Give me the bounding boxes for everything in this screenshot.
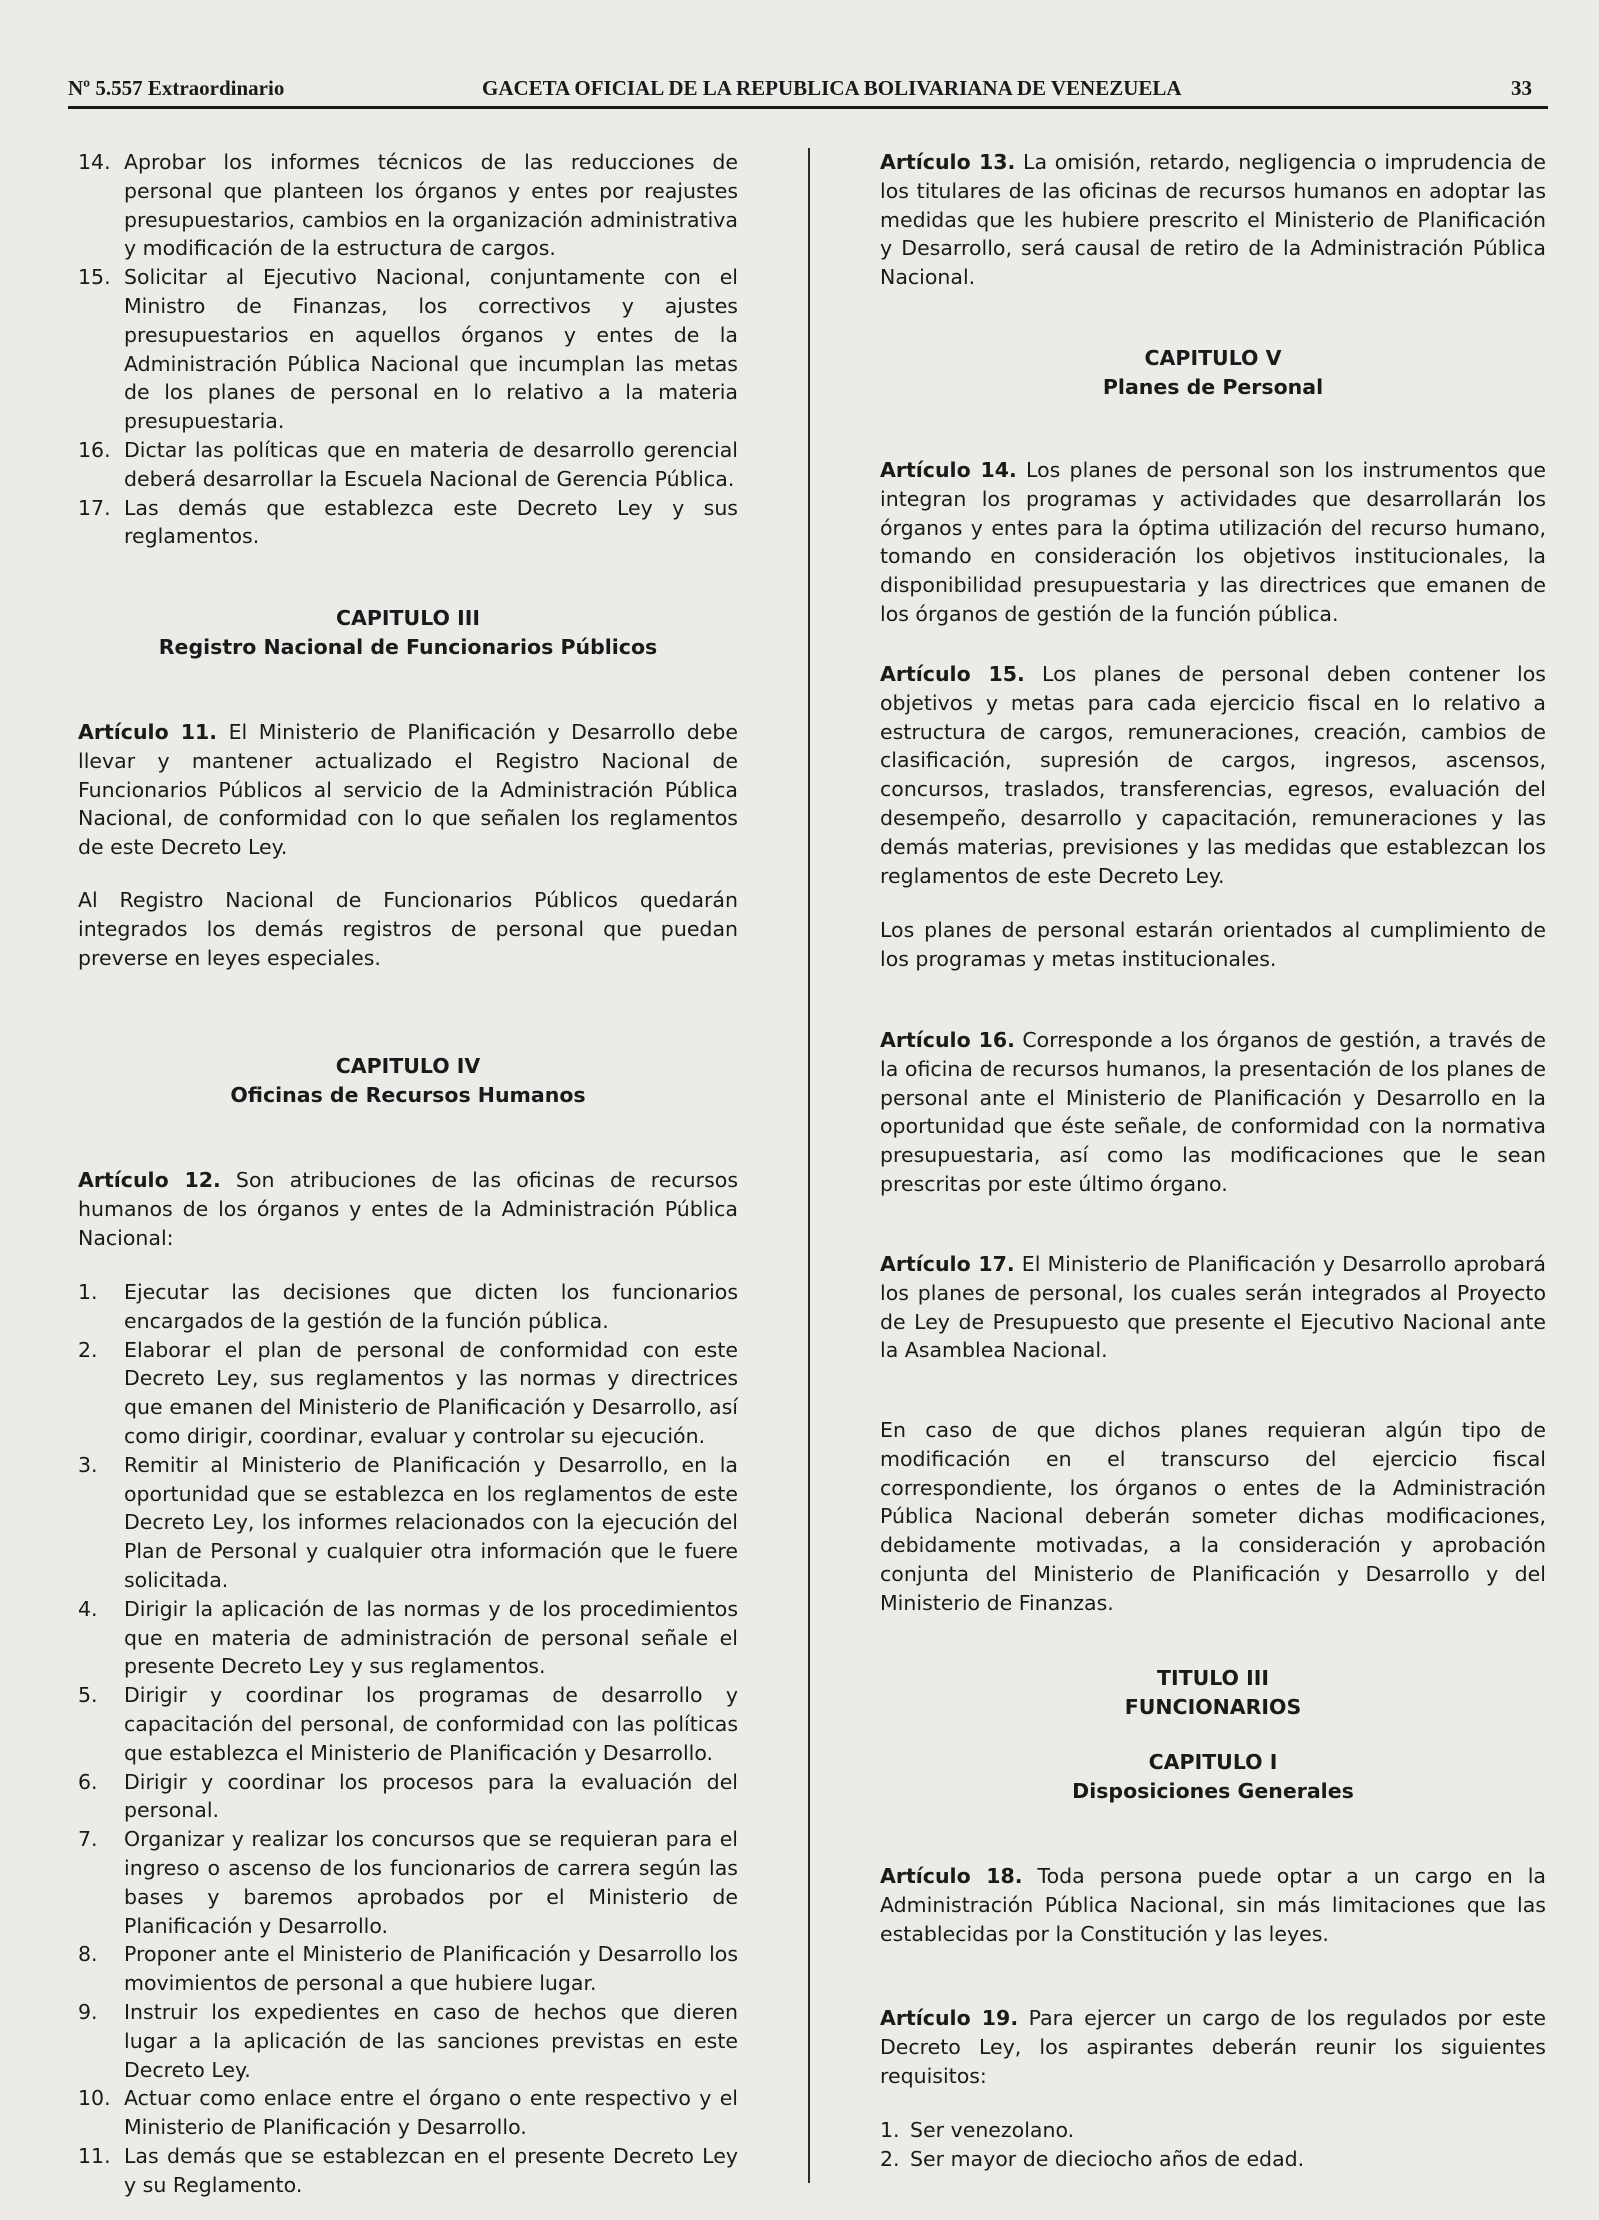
list-item: 17. Las demás que establezca este Decreto Ley y sus reglamentos.: [78, 495, 738, 549]
chapter-title: CAPITULO IV: [335, 1054, 481, 1078]
list-item: 16. Dictar las políticas que en materia de desarrollo gerencial deberá desarrollar la Escuela Nacional de Gerencia Pública.: [78, 437, 738, 491]
list-art19: [880, 2116, 1546, 2174]
article-label: Artículo 18.: [880, 1864, 1023, 1888]
article-label: Artículo 19.: [880, 2006, 1019, 2030]
page-number: 33: [1511, 76, 1532, 100]
issue-number: Nº 5.557 Extraordinario: [68, 76, 285, 100]
list-item: 4. Dirigir la aplicación de las normas y de los procedimientos que en materia de administración de personal señale el presente Decreto Ley y sus reglamentos.: [78, 1596, 738, 1679]
chapter-heading: [78, 604, 738, 662]
list-art12: [78, 1278, 738, 2200]
gazette-title: GACETA OFICIAL DE LA REPUBLICA BOLIVARIANA DE VENEZUELA: [482, 76, 1182, 100]
article-15: Artículo 15. Los planes de personal deben contener los objetivos y metas para cada ejercicio fiscal en lo relativo a estructura de cargos, remuneraciones, creación, cambios de clasificación, supresión de cargos, ingresos, ascensos, concursos, traslados, transferencias, egresos, evaluación del desempeño, desarrollo y capacitación, remuneraciones y las demás materias, previsiones y las medidas que establezcan los reglamentos de este Decreto Ley.: [880, 662, 1546, 888]
list-art10-continued: [78, 148, 738, 551]
article-label: Artículo 12.: [78, 1168, 221, 1192]
column-divider: [808, 148, 810, 2183]
list-item: 2. Ser mayor de dieciocho años de edad.: [880, 2146, 1305, 2171]
article-11-paragraph: Al Registro Nacional de Funcionarios Públicos quedarán integrados los demás registros de personal que puedan preverse en leyes especiales.: [78, 888, 738, 970]
list-item: 15. Solicitar al Ejecutivo Nacional, conjuntamente con el Ministro de Finanzas, los correctivos y ajustes presupuestarios en aquellos órganos y entes de la Administración Pública Nacional que incumplan las metas de los planes de personal en lo relativo a la materia presupuestaria.: [78, 265, 738, 434]
article-13: Artículo 13. La omisión, retardo, negligencia o imprudencia de los titulares de las oficinas de recursos humanos en adoptar las medidas que les hubiere prescrito el Ministerio de Planificación y Desarrollo, será causal de retiro de la Administración Pública Nacional.: [880, 150, 1546, 290]
list-item: 6. Dirigir y coordinar los procesos para la evaluación del personal.: [78, 1769, 738, 1823]
article-label: Artículo 16.: [880, 1028, 1015, 1052]
list-item: 9. Instruir los expedientes en caso de hechos que dieren lugar a la aplicación de las sanciones previstas en este Decreto Ley.: [78, 1999, 738, 2082]
chapter-subtitle: Oficinas de Recursos Humanos: [230, 1083, 586, 1107]
list-item: 10. Actuar como enlace entre el órgano o ente respectivo y el Ministerio de Planificación y Desarrollo.: [78, 2086, 738, 2140]
title-name: FUNCIONARIOS: [1124, 1695, 1302, 1719]
chapter-heading: [880, 344, 1546, 402]
list-item: 1. Ser venezolano.: [880, 2118, 1075, 2142]
article-16: Artículo 16. Corresponde a los órganos de gestión, a través de la oficina de recursos humanos, la presentación de los planes de personal ante el Ministerio de Planificación y Desarrollo en la oportunidad que éste señale, de conformidad con la normativa presupuestaria, así como las modificaciones que le sean prescritas por este último órgano.: [880, 1028, 1546, 1196]
chapter-heading: [880, 1748, 1546, 1806]
chapter-subtitle: Disposiciones Generales: [1072, 1779, 1354, 1803]
article-label: Artículo 11.: [78, 720, 218, 744]
chapter-title: CAPITULO III: [336, 606, 480, 630]
article-17-paragraph: En caso de que dichos planes requieran algún tipo de modificación en el transcurso del ejercicio fiscal correspondiente, los órganos o entes de la Administración Pública Nacional deberán someter dichas modificaciones, debidamente motivadas, a la consideración y aprobación conjunta del Ministerio de Planificación y Desarrollo y del Ministerio de Finanzas.: [880, 1418, 1546, 1615]
list-item: 5. Dirigir y coordinar los programas de desarrollo y capacitación del personal, de conformidad con las políticas que establezca el Ministerio de Planificación y Desarrollo.: [78, 1683, 738, 1765]
list-item: 2. Elaborar el plan de personal de conformidad con este Decreto Ley, sus reglamentos y las normas y directrices que emanen del Ministerio de Planificación y Desarrollo, así como dirigir, coordinar, evaluar y controlar su ejecución.: [78, 1337, 738, 1448]
title-heading: [880, 1664, 1546, 1722]
article-12: Artículo 12. Son atribuciones de las oficinas de recursos humanos de los órganos y entes de la Administración Pública Nacional:: [78, 1168, 738, 1250]
list-item: 3. Remitir al Ministerio de Planificación y Desarrollo, en la oportunidad que se establezca en los reglamentos de este Decreto Ley, los informes relacionados con la ejecución del Plan de Personal y cualquier otra información que le fuere solicitada.: [78, 1452, 738, 1592]
article-15-paragraph: Los planes de personal estarán orientados al cumplimiento de los programas y metas institucionales.: [880, 918, 1546, 971]
chapter-title: CAPITULO V: [1144, 346, 1282, 370]
list-item: 11. Las demás que se establezcan en el presente Decreto Ley y su Reglamento.: [78, 2143, 738, 2197]
article-17: Artículo 17. El Ministerio de Planificación y Desarrollo aprobará los planes de personal, los cuales serán integrados al Proyecto de Ley de Presupuesto que presente el Ejecutivo Nacional ante la Asamblea Nacional.: [880, 1252, 1546, 1363]
article-label: Artículo 14.: [880, 458, 1017, 482]
article-label: Artículo 15.: [880, 662, 1025, 686]
list-item: 7. Organizar y realizar los concursos que se requieran para el ingreso o ascenso de los funcionarios de carrera según las bases y baremos aprobados por el Ministerio de Planificación y Desarrollo.: [78, 1827, 738, 1938]
chapter-heading: [78, 1052, 738, 1110]
title-number: TITULO III: [1156, 1666, 1270, 1690]
article-label: Artículo 13.: [880, 150, 1016, 174]
list-item: 14. Aprobar los informes técnicos de las reducciones de personal que planteen los órganos y entes por reajustes presupuestarios, cambios en la organización administrativa y modificación de la estructura de cargos.: [78, 150, 738, 261]
article-18: Artículo 18. Toda persona puede optar a un cargo en la Administración Pública Nacional, sin más limitaciones que las establecidas por la Constitución y las leyes.: [880, 1864, 1546, 1946]
chapter-title: CAPITULO I: [1148, 1750, 1278, 1774]
chapter-subtitle: Planes de Personal: [1102, 375, 1324, 399]
list-item: 8. Proponer ante el Ministerio de Planificación y Desarrollo los movimientos de personal a que hubiere lugar.: [78, 1942, 738, 1996]
article-14: Artículo 14. Los planes de personal son los instrumentos que integran los programas y actividades que desarrollarán los órganos y entes para la óptima utilización del recurso humano, tomando en consideración los objetivos institucionales, la disponibilidad presupuestaria y las directrices que emanen de los órganos de gestión de la función pública.: [880, 458, 1546, 626]
article-11: Artículo 11. El Ministerio de Planificación y Desarrollo debe llevar y mantener actualizado el Registro Nacional de Funcionarios Públicos al servicio de la Administración Pública Nacional, de conformidad con lo que señalen los reglamentos de este Decreto Ley.: [78, 720, 738, 860]
article-19: Artículo 19. Para ejercer un cargo de los regulados por este Decreto Ley, los aspirantes deberán reunir los siguientes requisitos:: [880, 2006, 1546, 2088]
list-item: 1. Ejecutar las decisiones que dicten los funcionarios encargados de la gestión de la función pública.: [78, 1280, 738, 1333]
article-label: Artículo 17.: [880, 1252, 1015, 1276]
page-header: [68, 76, 1548, 109]
chapter-subtitle: Registro Nacional de Funcionarios Públicos: [158, 635, 658, 659]
